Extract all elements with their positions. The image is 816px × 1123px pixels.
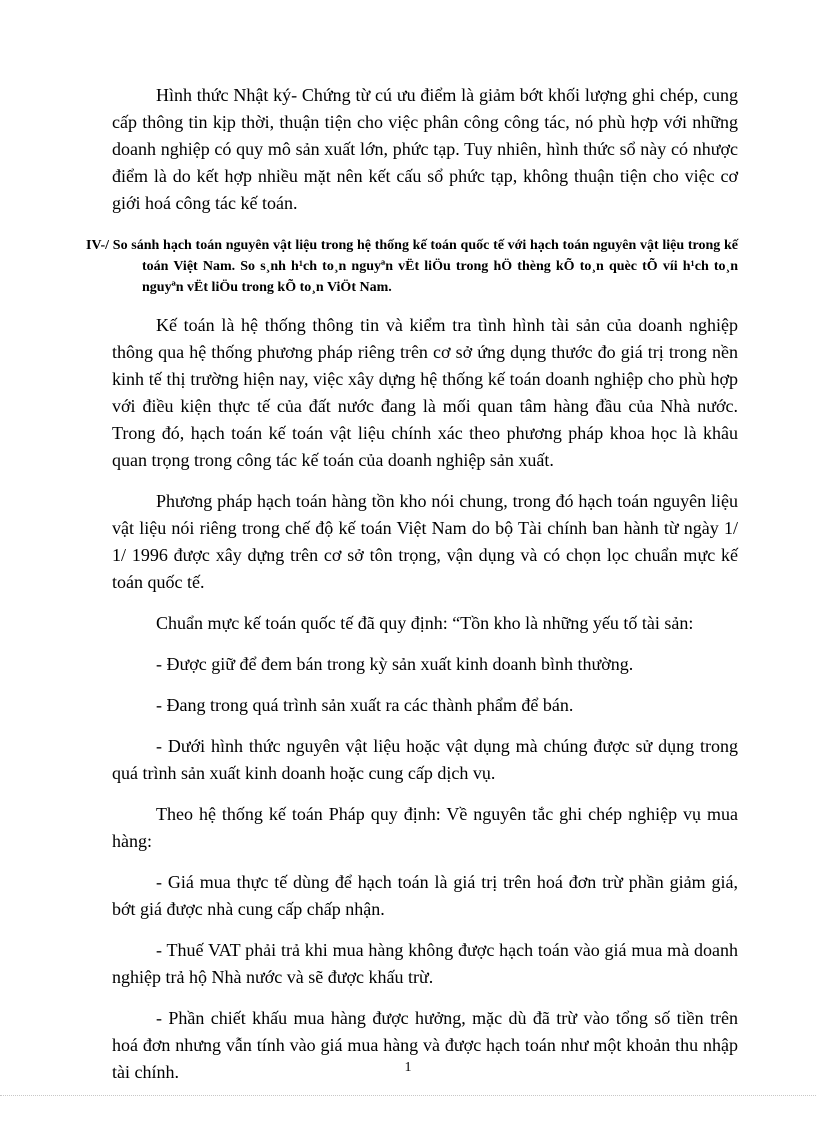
page-bottom-divider: [0, 1095, 816, 1096]
paragraph-international-standard: Chuẩn mực kế toán quốc tế đã quy định: “Tồn kho là những yếu tố tài sản:: [156, 613, 694, 633]
list-item-discount: - Phần chiết khấu mua hàng được hưởng, mặc dù đã trừ vào tổng số tiền trên hoá đơn nhưng vẫn tính vào giá mua hàng và được hạch toán như một khoản thu nhập tài chính.: [112, 1008, 738, 1082]
document-body: [86, 82, 738, 1086]
list-item-held-for-sale: - Được giữ để đem bán trong kỳ sản xuất kinh doanh bình thường.: [156, 654, 634, 674]
paragraph-intro: Hình thức Nhật ký- Chứng từ cú ưu điểm là giảm bớt khối lượng ghi chép, cung cấp thông tin kịp thời, thuận tiện cho việc phân công công tác, nó phù hợp với những doanh nghiệp có quy mô sản xuất lớn, phức tạp. Tuy nhiên, hình thức sổ này có nhược điểm là do kết hợp nhiều mặt nên kết cấu sổ phức tạp, không thuận tiện cho việc cơ giới hoá công tác kế toán.: [112, 85, 738, 213]
paragraph-accounting-definition: Kế toán là hệ thống thông tin và kiểm tra tình hình tài sản của doanh nghiệp thông qua hệ thống phương pháp riêng trên cơ sở ứng dụng thước đo giá trị trong nền kinh tế thị trường hiện nay, việc xây dựng hệ thống kế toán doanh nghiệp cho phù hợp với điều kiện thực tế của đất nước đang là mối quan tâm hàng đầu của Nhà nước. Trong đó, hạch toán kế toán vật liệu chính xác theo phương pháp khoa học là khâu quan trọng trong công tác kế toán của doanh nghiệp sản xuất.: [112, 315, 738, 470]
section-heading-iv: IV-/ So sánh hạch toán nguyên vật liệu trong hệ thống kế toán quốc tế với hạch toán nguyên vật liệu trong kế toán Việt Nam. So s¸nh h¹ch to¸n nguyªn vËt liÖu trong hÖ thèng kÕ to¸n quèc tÕ víi h¹ch to¸n nguyªn vËt liÖu trong kÕ to¸n ViÖt Nam.: [86, 238, 738, 295]
page-number: 1: [404, 1060, 412, 1075]
list-item-purchase-price: - Giá mua thực tế dùng để hạch toán là giá trị trên hoá đơn trừ phần giảm giá, bớt giá được nhà cung cấp chấp nhận.: [112, 872, 738, 919]
list-item-materials: - Dưới hình thức nguyên vật liệu hoặc vật dụng mà chúng được sử dụng trong quá trình sản xuất kinh doanh hoặc cung cấp dịch vụ.: [112, 736, 738, 783]
list-item-vat: - Thuế VAT phải trả khi mua hàng không được hạch toán vào giá mua mà doanh nghiệp trả hộ Nhà nước và sẽ được khấu trừ.: [112, 940, 738, 987]
list-item-in-production: - Đang trong quá trình sản xuất ra các thành phẩm để bán.: [156, 695, 574, 715]
paragraph-inventory-method: Phương pháp hạch toán hàng tồn kho nói chung, trong đó hạch toán nguyên liệu vật liệu nói riêng trong chế độ kế toán Việt Nam do bộ Tài chính ban hành từ ngày 1/ 1/ 1996 được xây dựng trên cơ sở tôn trọng, vận dụng và có chọn lọc chuẩn mực kế toán quốc tế.: [112, 491, 738, 592]
paragraph-french-system: Theo hệ thống kế toán Pháp quy định: Về nguyên tắc ghi chép nghiệp vụ mua hàng:: [112, 804, 738, 851]
